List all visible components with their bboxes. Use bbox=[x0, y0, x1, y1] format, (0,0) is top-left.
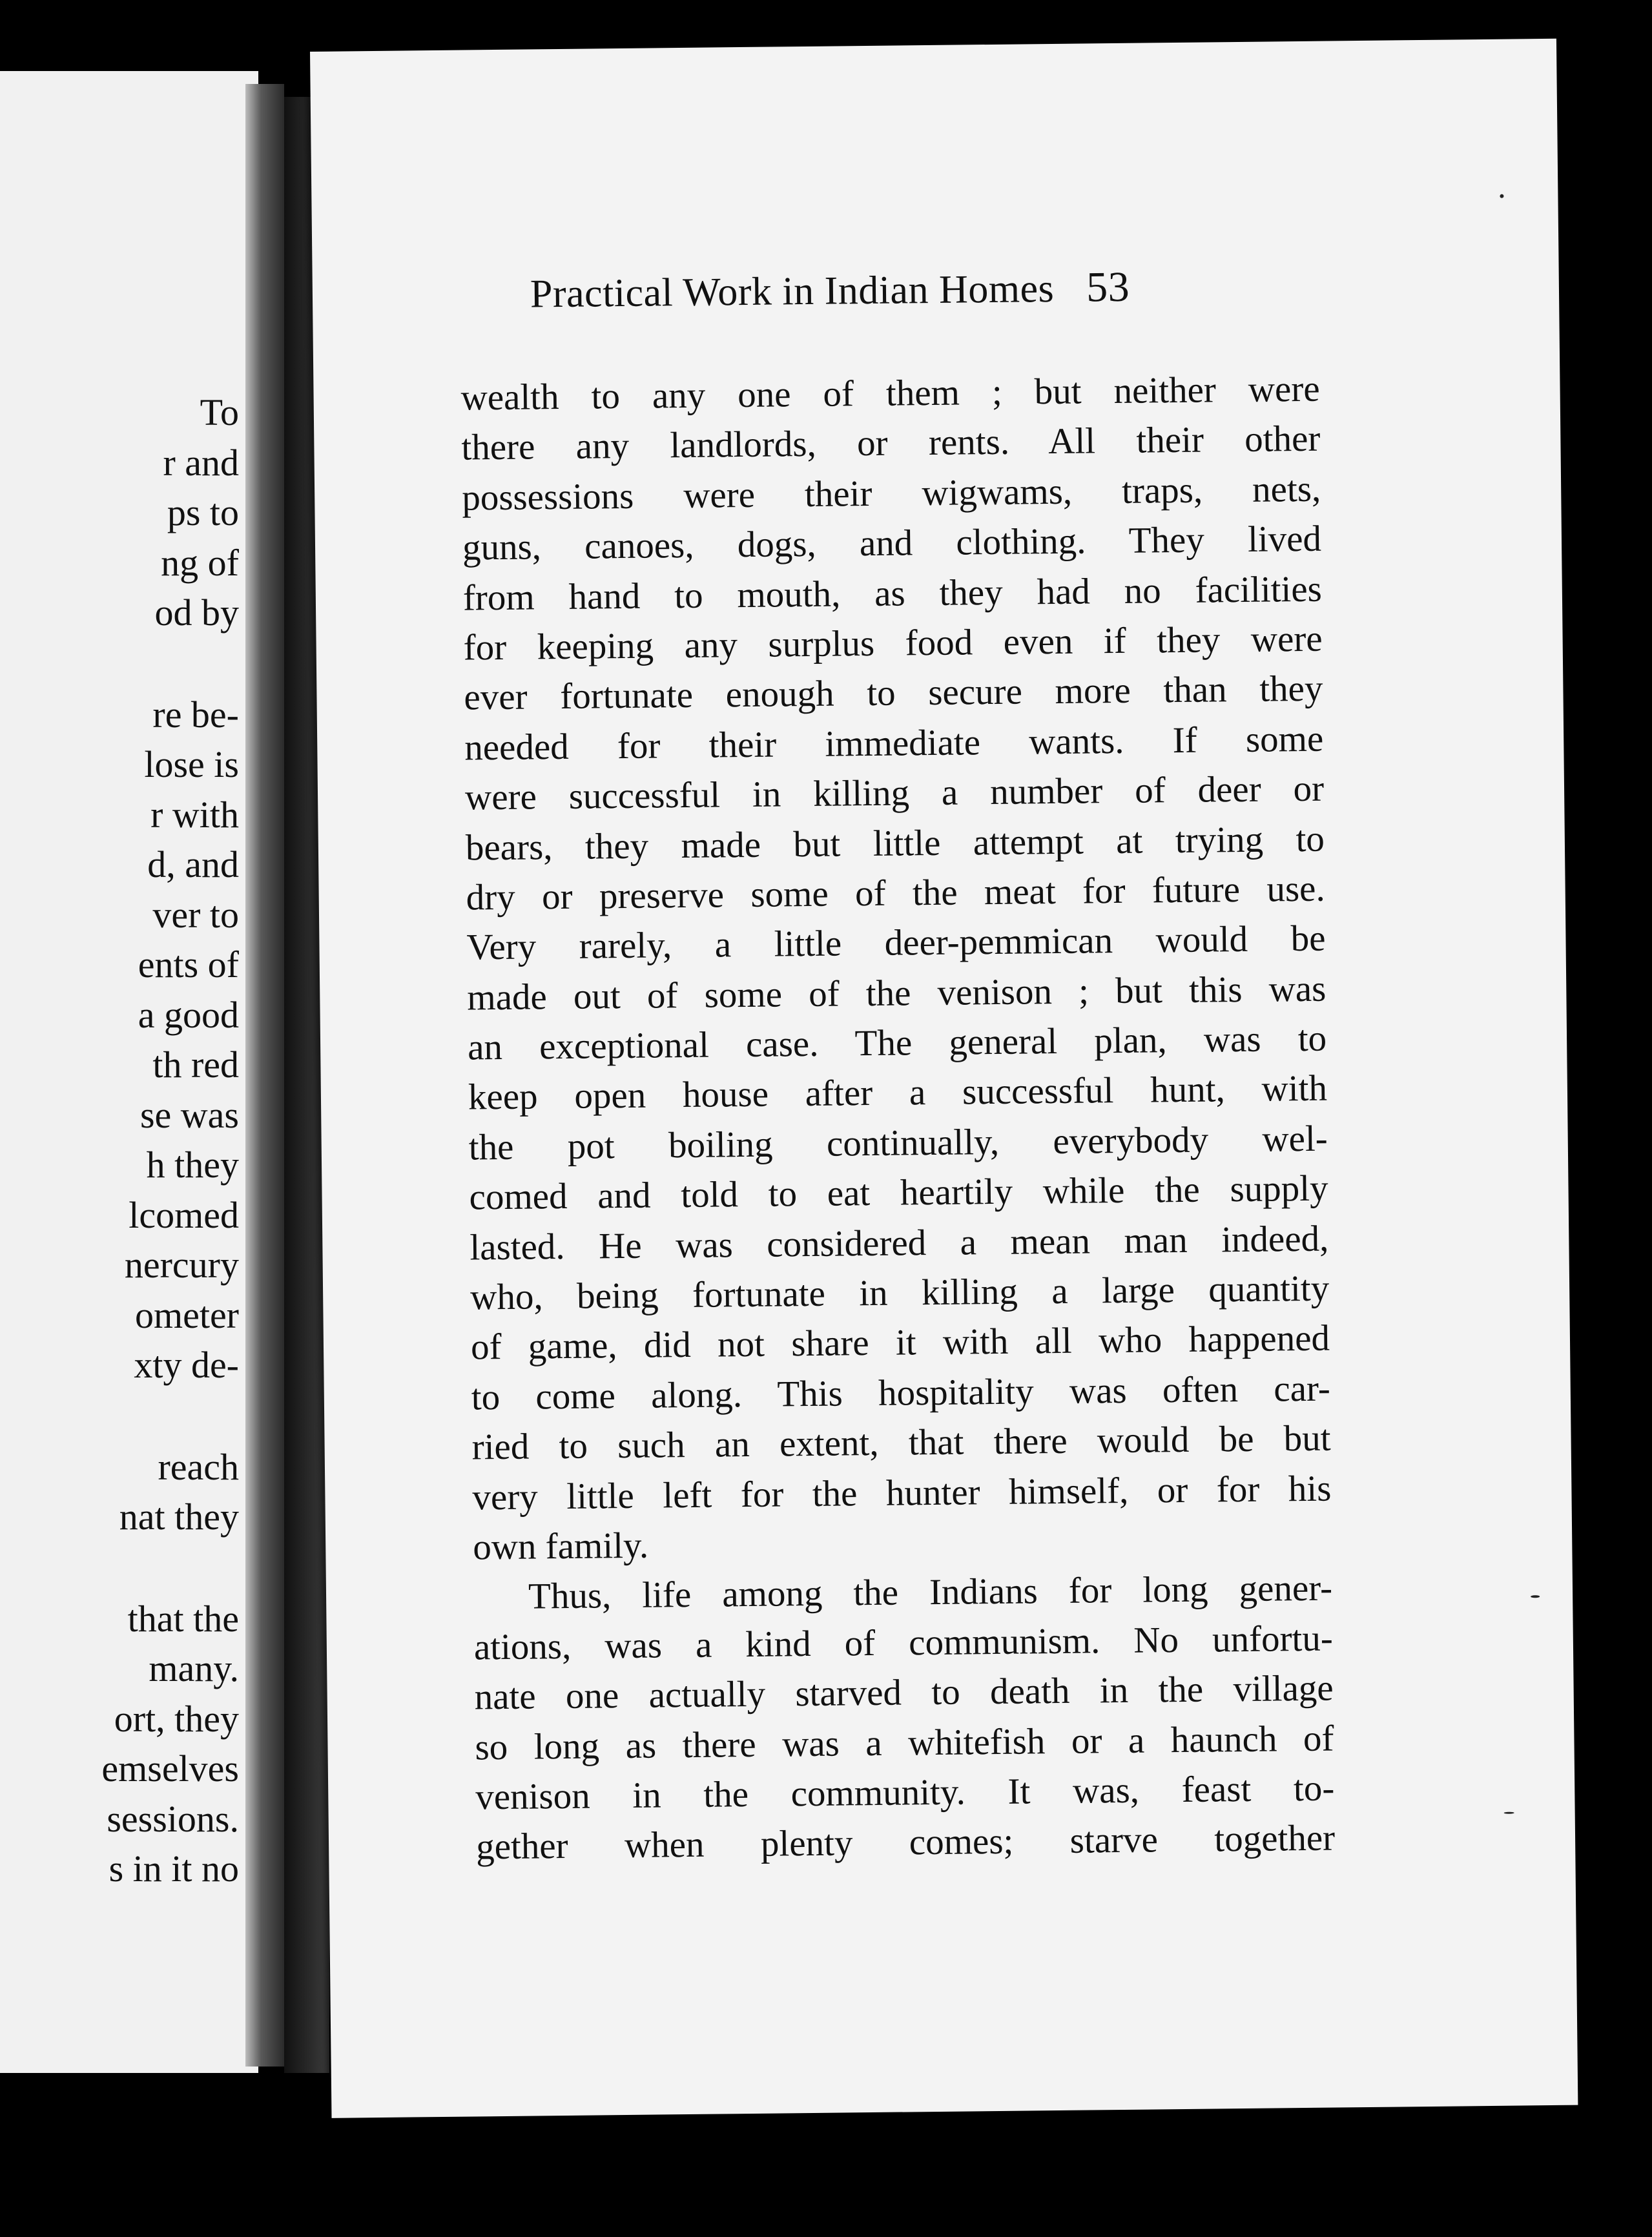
previous-page-line: od by bbox=[154, 592, 239, 634]
text-line: to come along. This hospitality was often car- bbox=[471, 1368, 1331, 1418]
text-line: so long as there was a whitefish or a haunch of bbox=[475, 1718, 1334, 1768]
previous-page-line: lcomed bbox=[129, 1193, 239, 1236]
previous-page-line: ort, they bbox=[114, 1697, 239, 1740]
previous-page-line: r and bbox=[163, 441, 239, 484]
text-line: of game, did not share it with all who happened bbox=[470, 1317, 1330, 1368]
dust-speck bbox=[1500, 194, 1503, 198]
previous-page-line: se was bbox=[139, 1093, 239, 1136]
previous-page-line: ng of bbox=[161, 541, 239, 584]
previous-page-line: ps to bbox=[167, 491, 239, 533]
text-line: for keeping any surplus food even if they were bbox=[463, 618, 1323, 668]
text-line: own family. bbox=[472, 1525, 649, 1568]
previous-page-line: emselves bbox=[101, 1747, 239, 1789]
previous-page-line: reach bbox=[158, 1445, 239, 1488]
text-line: an exceptional case. The general plan, was to bbox=[467, 1018, 1327, 1068]
previous-page-line: h they bbox=[146, 1144, 239, 1186]
dust-speck bbox=[1531, 1595, 1540, 1598]
current-page bbox=[310, 39, 1578, 2118]
previous-page-line: that the bbox=[127, 1597, 239, 1640]
previous-page-line bbox=[101, 638, 239, 690]
text-line: comed and told to eat heartily while the supply bbox=[469, 1168, 1328, 1218]
previous-page-line: sessions. bbox=[107, 1797, 239, 1840]
text-line: Thus, life among the Indians for long gener- bbox=[528, 1567, 1333, 1617]
body-text bbox=[460, 364, 1335, 1873]
text-line: possessions were their wigwams, traps, nets, bbox=[461, 468, 1321, 519]
text-line: from hand to mouth, as they had no facilities bbox=[462, 568, 1323, 619]
page-edge-shadow bbox=[245, 84, 284, 2067]
previous-page-line: r with bbox=[150, 793, 239, 836]
previous-page-text-fragments bbox=[101, 387, 239, 1894]
page-number: 53 bbox=[1086, 263, 1130, 311]
text-line: ations, was a kind of communism. No unfortu- bbox=[473, 1618, 1334, 1668]
text-line: there any landlords, or rents. All their other bbox=[461, 418, 1321, 468]
previous-page-line: s in it no bbox=[108, 1848, 239, 1890]
text-line: very little left for the hunter himself, or for his bbox=[472, 1468, 1332, 1518]
previous-page-line: ometer bbox=[134, 1294, 239, 1336]
text-line: needed for their immediate wants. If some bbox=[464, 718, 1324, 768]
running-head bbox=[530, 263, 1130, 318]
text-line: wealth to any one of them ; but neither were bbox=[460, 368, 1320, 418]
previous-page-line: lose is bbox=[144, 743, 239, 785]
previous-page-line: th red bbox=[152, 1044, 239, 1086]
text-line: nate one actually starved to death in the village bbox=[474, 1667, 1334, 1718]
text-line: made out of some of the venison ; but this was bbox=[467, 968, 1327, 1018]
text-line: ever fortunate enough to secure more than they bbox=[464, 668, 1323, 718]
previous-page-line: d, and bbox=[147, 843, 239, 885]
text-line: gether when plenty comes; starve together bbox=[475, 1817, 1336, 1868]
text-line: bears, they made but little attempt at trying to bbox=[465, 818, 1325, 869]
dust-speck bbox=[1504, 1812, 1514, 1814]
previous-page-line: To bbox=[200, 391, 239, 433]
previous-page-line: many. bbox=[149, 1647, 239, 1689]
text-line: lasted. He was considered a mean man indeed, bbox=[470, 1218, 1329, 1268]
running-head-title: Practical Work in Indian Homes bbox=[530, 266, 1055, 316]
text-line: ried to such an extent, that there would be but bbox=[471, 1417, 1331, 1468]
previous-page-line: nat they bbox=[119, 1496, 239, 1538]
previous-page bbox=[0, 71, 258, 2073]
text-line: Very rarely, a little deer-pemmican would be bbox=[466, 918, 1326, 968]
text-line: keep open house after a successful hunt, with bbox=[468, 1068, 1328, 1118]
text-line: who, being fortunate in killing a large quantity bbox=[470, 1268, 1330, 1318]
previous-page-line: ver to bbox=[152, 893, 239, 936]
text-line: the pot boiling continually, everybody wel- bbox=[468, 1118, 1328, 1168]
text-line: venison in the community. It was, feast to- bbox=[475, 1768, 1335, 1818]
previous-page-line: a good bbox=[138, 993, 239, 1036]
previous-page-line: re be- bbox=[152, 693, 239, 736]
previous-page-line: nercury bbox=[124, 1244, 239, 1286]
previous-page-line bbox=[101, 1542, 239, 1594]
text-line: were successful in killing a number of deer or bbox=[464, 768, 1325, 818]
previous-page-line bbox=[101, 1390, 239, 1442]
text-line: guns, canoes, dogs, and clothing. They lived bbox=[462, 518, 1322, 568]
previous-page-line: xty de- bbox=[134, 1344, 239, 1386]
previous-page-line: ents of bbox=[138, 943, 239, 985]
text-line: dry or preserve some of the meat for future use. bbox=[466, 868, 1325, 918]
